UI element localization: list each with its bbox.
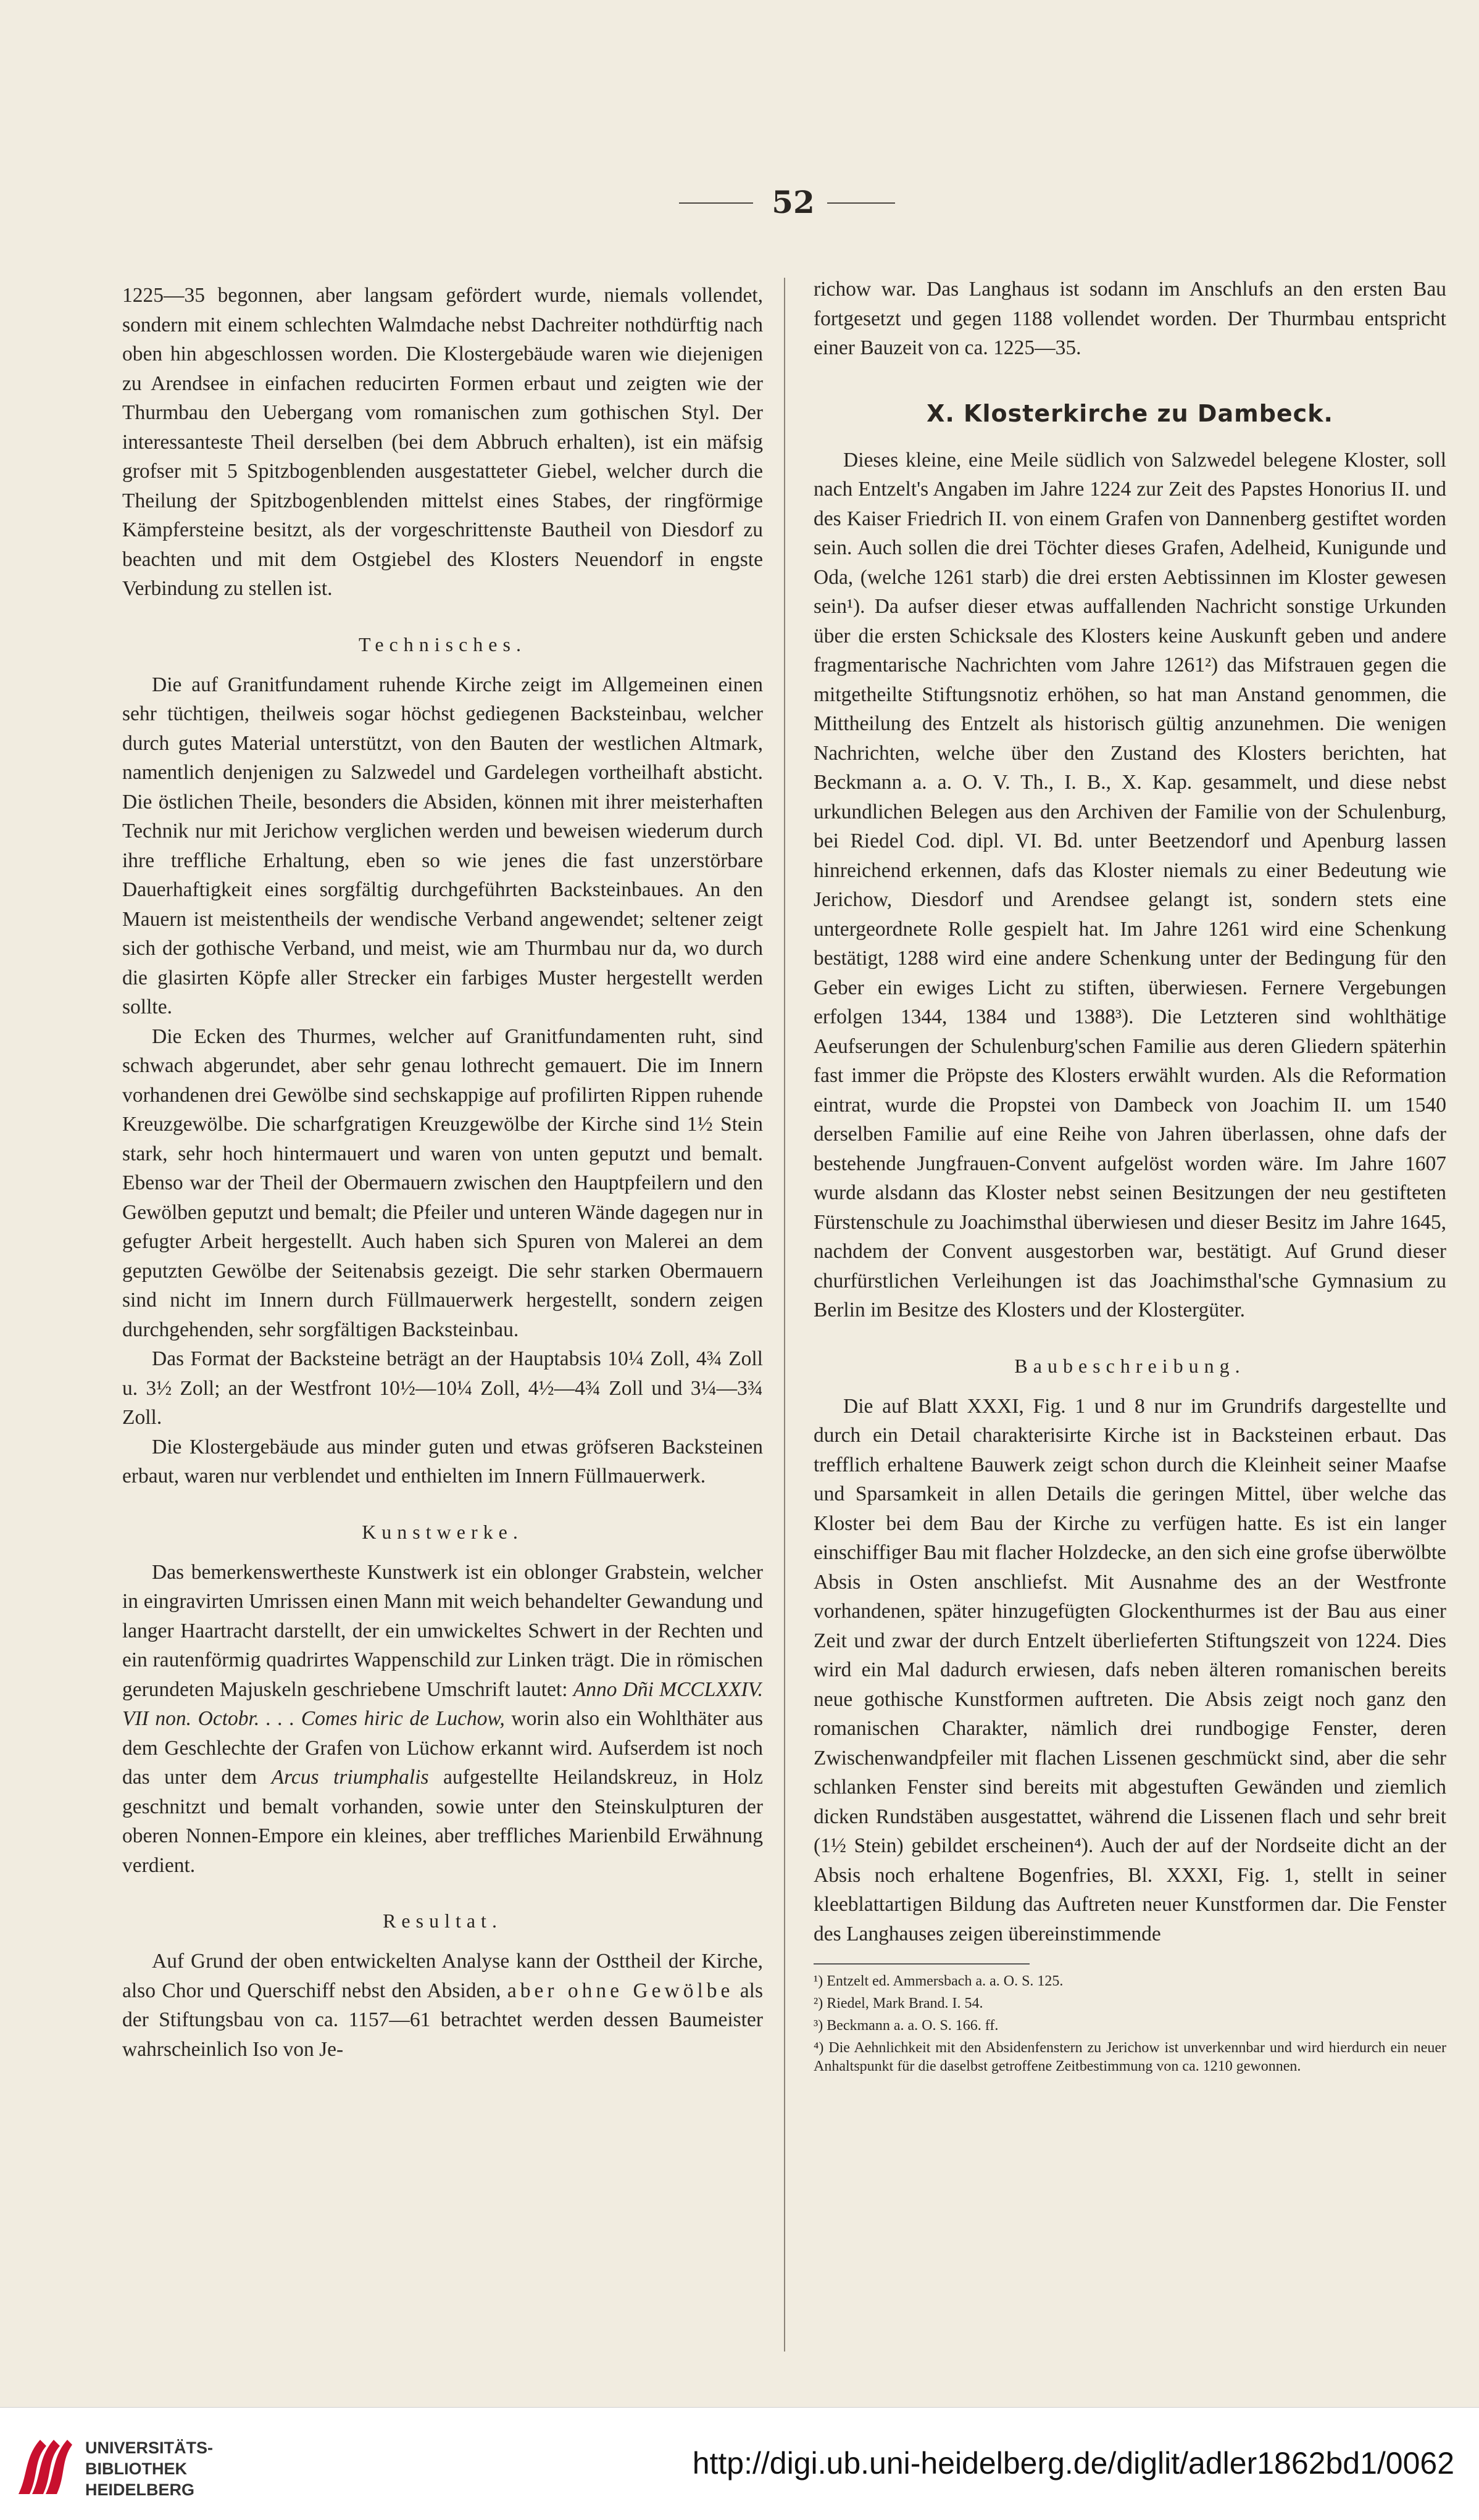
paragraph-kunstwerke [122,1558,763,1881]
footnotes [814,1972,1446,2076]
text-run: aufgestellte Heilandskreuz, in Holz geschnitzt und bemalt vorhanden, sowie unter den Steinskulpturen der oberen Nonnen-Empore ein kleines, aber treffliches Marienbild Erwähnung verdient. [122,1766,763,1877]
header-rule-right [827,202,895,204]
paragraph: Die Klostergebäude aus minder guten und etwas gröfseren Backsteinen erbaut, waren nur verblendet und enthielten im Innern Füllmauerwerk. [122,1435,763,1487]
page-header [0,184,1479,221]
column-divider [784,278,785,2352]
permalink-url[interactable]: http://digi.ub.uni-heidelberg.de/diglit/adler1862bd1/0062 [692,2446,1454,2480]
paragraph: Dieses kleine, eine Meile südlich von Salzwedel belegene Kloster, soll nach Entzelt's Angaben im Jahre 1224 zur Zeit des Papstes Honorius II. und des Kaiser Friedrich II. von einem Grafen von Dannenberg gestiftet worden sein. Auch sollen die drei Töchter dieses Grafen, Adelheid, Kunigunde und Oda, (welche 1261 starb) die drei ersten Aebtissinnen im Kloster gewesen sein¹). Da aufser dieser etwas auffallenden Nachricht sonstige Urkunden über die ersten Schicksale des Klosters keine Auskunft geben und andere fragmentarische Nachrichten vom Jahre 1261²) das Mifstrauen gegen die mitgetheilte Stiftungsnotiz erhöhen, so hat man Anstand genommen, die Mittheilung des Entzelt als historisch gültig anzunehmen. Die wenigen Nachrichten, welche über den Zustand des Klosters berichten, hat Beckmann a. a. O. V. Th., I. B., X. Kap. gesammelt, und diese nebst urkundlichen Belegen aus den Archiven der Familie von der Schulenburg, bei Riedel Cod. dipl. VI. Bd. unter Beetzendorf und Apenburg lassen hinreichend erkennen, dafs das Kloster niemals zu einer Bedeutung wie Jerichow, Diesdorf und Arendsee gelangt ist, sondern stets eine untergeordnete Rolle gespielt hat. Im Jahre 1261 wird eine Schenkung bestätigt, 1288 wird eine andere Schenkung unter der Bedingung für den Geber ein ewiges Licht zu stiften, überwiesen. Fernere Vergebungen erfolgen 1344, 1384 und 1388³). Die Letzteren sind wohlthätige Aeufserungen der Schulenburg'schen Familie aus deren Gliedern späterhin fast immer die Pröpste des Klosters erwählt wurden. Als die Reformation eintrat, wurde die Propstei von Dambeck von Joachim II. um 1540 derselben Familie auf eine Reihe von Jahren überlassen, ohne dafs der bestehende Jungfrauen-Convent aufgelöst worden wäre. Im Jahre 1607 wurde alsdann das Kloster nebst seinen Besitzungen der neu gestifteten Fürstenschule zu Joachimsthal überwiesen und dieser Besitz im Jahre 1645, nachdem der Convent ausgestorben war, bestätigt. Auf Grund dieser churfürstlichen Verleihungen ist das Joachimsthal'sche Gymnasium zu Berlin im Besitze des Klosters und der Klostergüter. [814,448,1446,1321]
paragraph: Die auf Granitfundament ruhende Kirche zeigt im Allgemeinen einen sehr tüchtigen, theilweis sogar höchst gediegenen Backsteinbau, welcher durch gutes Material unterstützt, von den Bauten der westlichen Altmark, namentlich denjenigen zu Salzwedel und Gardelegen vortheilhaft absticht. Die östlichen Theile, besonders die Absiden, können mit ihrer meisterhaften Technik nur mit Jerichow verglichen werden und beweisen wiederum durch ihre treffliche Erhaltung, eben so wie jenes die fast unzerstörbare Dauerhaftigkeit eines sorgfältig durchgeführten Backsteinbaues. An den Mauern ist meistentheils der wendische Verband angewendet; seltener zeigt sich der gothische Verband, und meist, wie am Thurmbau nur da, wo durch die glasirten Köpfe aller Strecker ein farbiges Muster hergestellt werden sollte. [122,673,763,1018]
page-number: 52 [772,184,815,220]
paragraph: Das Format der Backsteine beträgt an der Hauptabsis 10¼ Zoll, 4¾ Zoll u. 3½ Zoll; an der Westfront 10½—10¼ Zoll, 4½—4¾ Zoll und 3¼—3¾ Zoll. [122,1347,763,1429]
left-column [122,281,763,2064]
library-logo-icon[interactable] [12,2432,74,2500]
library-name-line: HEIDELBERG [85,2480,195,2499]
latin-term: Arcus triumphalis [271,1766,429,1789]
footnote-rule [814,1963,1030,1965]
footnote: ⁴) Die Aehnlichkeit mit den Absidenfenstern zu Jerichow ist unverkennbar und wird hierdurch ein neuer Anhaltspunkt für die daselbst getroffene Zeitbestimmung von ca. 1210 gewonnen. [814,2040,1446,2074]
library-name-line: UNIVERSITÄTS- [85,2439,214,2457]
chapter-title: X. Klosterkirche zu Dambeck. [927,399,1333,427]
right-column [814,275,1446,2079]
text-run: Auf Grund der oben entwickelten Analyse kann der Osttheil der Kirche, also Chor und Querschiff nebst den Absiden, [122,1950,763,2002]
section-heading-kunstwerke: Kunstwerke. [362,1520,523,1543]
section-heading-technisches: Technisches. [359,633,527,655]
library-name[interactable] [85,2437,213,2500]
header-rule-left [679,202,753,204]
text-run: als der Stiftungsbau von ca. 1157—61 betrachtet werden dessen Baumeister wahrscheinlich Iso von Je- [122,1979,763,2061]
text-run: worin also ein Wohlthäter aus dem Geschlechte der Grafen von Lüchow erkannt wird. Aufserdem ist noch das unter dem [122,1707,763,1789]
paragraph: Die Ecken des Thurmes, welcher auf Granitfundamenten ruht, sind schwach abgerundet, aber sehr genau lothrecht gemauert. Die im Innern vorhandenen drei Gewölbe sind sechskappige auf profilirten Rippen ruhende Kreuzgewölbe. Die scharfgratigen Kreuzgewölbe der Kirche sind 1½ Stein stark, sehr hoch hintermauert und waren von unten geputzt und bemalt. Ebenso war der Theil der Obermauern zwischen den Hauptpfeilern und den Gewölben geputzt und bemalt; die Pfeiler und unteren Wände dagegen nur in gefugter Arbeit hergestellt. Auch haben sich Spuren von Malerei an dem geputzten Gewölbe der Seitenabsis gezeigt. Die sehr starken Obermauern sind nicht im Innern durch Füllmauerwerk hergestellt, sondern zeigen durchgehenden, sehr sorgfältigen Backsteinbau. [122,1025,763,1341]
emphasized-text: aber ohne Gewölbe [507,1979,734,2002]
footnote: ³) Beckmann a. a. O. S. 166. ff. [814,2018,999,2034]
paragraph: 1225—35 begonnen, aber langsam gefördert wurde, niemals vollendet, sondern mit einem schlechten Walmdache nebst Dachreiter nothdürftig nach oben hin abgeschlossen worden. Die Klostergebäude waren wie diejenigen zu Arendsee in einfachen reducirten Formen erbaut und zeigten wie der Thurmbau den Uebergang vom romanischen zum gothischen Styl. Der interessanteste Theil derselben (bei dem Abbruch erhalten), ist ein mäfsig grofser mit 5 Spitzbogenblenden ausgestatteter Giebel, welcher durch die Theilung der Spitzbogenblenden mittelst eines Stabes, der ringförmige Kämpfersteine besitzt, als der vorgeschrittenste Bautheil von Diesdorf zu beachten und mit dem Ostgiebel des Klosters Neuendorf in engste Verbindung zu stellen ist. [122,284,763,600]
section-heading-resultat: Resultat. [383,1910,502,1932]
footnote: ²) Riedel, Mark Brand. I. 54. [814,1995,983,2011]
text-run: Das bemerkenswertheste Kunstwerk ist ein oblonger Grabstein, welcher in eingravirten Umrissen einen Mann mit weich behandelter Gewandung und langer Haartracht darstellt, der ein umwickeltes Schwert in der Rechten und ein rautenförmig quadrirtes Wappenschild zur Linken trägt. Die in römischen gerundeten Majuskeln geschriebene Umschrift lautet: [122,1560,763,1701]
paragraph: Die auf Blatt XXXI, Fig. 1 und 8 nur im Grundrifs dargestellte und durch ein Detail charakterisirte Kirche ist in Backsteinen erbaut. Das trefflich erhaltene Bauwerk zeigt schon durch die Kleinheit seiner Maafse und Sparsamkeit in allen Details die geringen Mittel, über welche das Kloster bei dem Bau der Kirche zu verfügen hatte. Es ist ein langer einschiffiger Bau mit flacher Holzdecke, an den sich eine grofse überwölbte Absis in Osten anschliefst. Mit Ausnahme des an der Westfronte vorhandenen, später hinzugefügten Glockenthurmes ist der Bau aus einer Zeit und zwar der durch Entzelt überlieferten Stiftungszeit von 1224. Dies wird ein Mal dadurch erwiesen, dafs neben älteren romanischen bereits neue gothische Kunstformen auftreten. Die Absis zeigt noch ganz den romanischen Charakter, nämlich drei rundbogige Fenster, deren Zwischenwandpfeiler mit flachen Lissenen geschmückt sind, aber die sehr schlanken Fenster sind bereits mit abgestuften Gewänden und ziemlich dicken Rundstäben ausgestattet, während die Lissenen flach und sehr breit (1½ Stein) gebildet erscheinen⁴). Auch der auf der Nordseite dicht an der Absis noch erhaltene Bogenfries, Bl. XXXI, Fig. 1, stellt in seiner kleeblattartigen Bildung das Auftreten neuer Kunstformen dar. Die Fenster des Langhauses zeigen übereinstimmende [814,1394,1446,1945]
paragraph-resultat [122,1947,763,2064]
paragraph: richow war. Das Langhaus ist sodann im Anschlufs an den ersten Bau fortgesetzt und gegen 1188 vollendet worden. Der Thurmbau entspricht einer Bauzeit von ca. 1225—35. [814,278,1446,359]
footer-bar [0,2407,1479,2520]
section-heading-baubeschreibung: Baubeschreibung. [1014,1354,1246,1377]
inscription-text: Anno Dñi MCCLXXIV. VII non. Octobr. . . . Comes hiric de Luchow, [122,1678,764,1730]
footnote: ¹) Entzelt ed. Ammersbach a. a. O. S. 125. [814,1973,1064,1989]
library-name-line: BIBLIOTHEK [85,2460,187,2478]
